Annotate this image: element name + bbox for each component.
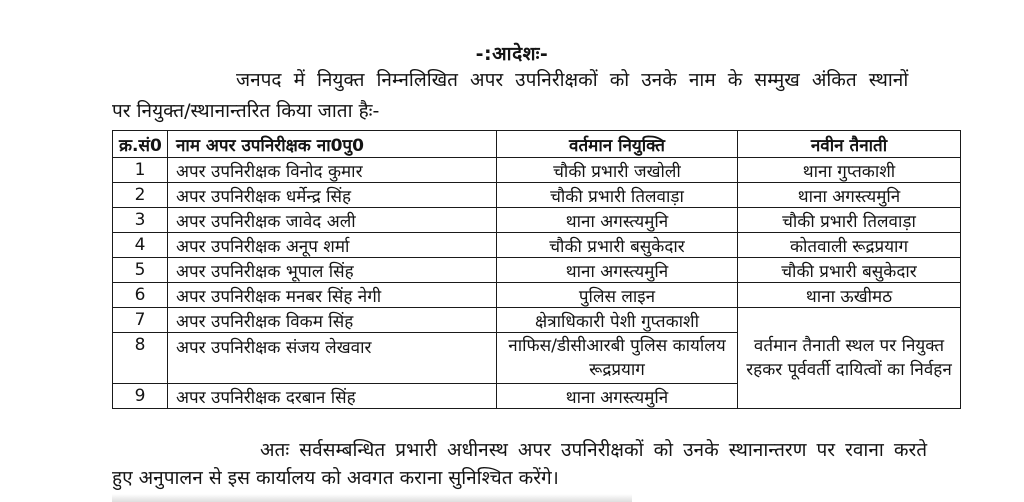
table-row [113, 258, 961, 283]
row-name: अपर उपनिरीक्षक जावेद अली [168, 208, 497, 233]
row-name: अपर उपनिरीक्षक विकम सिंह [168, 308, 497, 333]
table-row [113, 308, 961, 333]
cut-off-text-edge [112, 494, 632, 502]
row-serial: 2 [113, 183, 168, 208]
row-serial: 9 [113, 384, 168, 409]
row-current-posting: पुलिस लाइन [497, 283, 738, 308]
header-serial: क्र.सं0 [113, 131, 168, 158]
row-current-posting: चौकी प्रभारी जखोली [497, 158, 738, 183]
intro-line-1: जनपद में नियुक्त निम्नलिखित अपर उपनिरीक्षकों को उनके नाम के सम्मुख अंकित स्थानों [236, 69, 909, 91]
row-serial: 8 [113, 333, 168, 384]
closing-line-1: अतः सर्वसम्बन्धित प्रभारी अधीनस्थ अपर उपनिरीक्षकों को उनके स्थानान्तरण पर रवाना करते [260, 439, 928, 461]
row-current-posting: थाना अगस्त्यमुनि [497, 208, 738, 233]
row-serial: 4 [113, 233, 168, 258]
row-serial: 3 [113, 208, 168, 233]
row-name: अपर उपनिरीक्षक संजय लेखवार [168, 333, 497, 384]
row-name: अपर उपनिरीक्षक अनूप शर्मा [168, 233, 497, 258]
header-current-posting: वर्तमान नियुक्ति [497, 131, 738, 158]
row-current-posting: क्षेत्राधिकारी पेशी गुप्तकाशी [497, 308, 738, 333]
header-new-posting: नवीन तैनाती [738, 131, 961, 158]
row-new-posting: थाना ऊखीमठ [738, 283, 961, 308]
header-name: नाम अपर उपनिरीक्षक ना0पु0 [168, 131, 497, 158]
row-name: अपर उपनिरीक्षक दरबान सिंह [168, 384, 497, 409]
table-header-row [113, 131, 961, 158]
intro-line-2: पर नियुक्त/स्थानान्तरित किया जाता हैः- [112, 100, 380, 122]
table-row [113, 208, 961, 233]
row-serial: 1 [113, 158, 168, 183]
row-new-posting: थाना गुप्तकाशी [738, 158, 961, 183]
row-new-posting: कोतवाली रूद्रप्रयाग [738, 233, 961, 258]
row-name: अपर उपनिरीक्षक धर्मेन्द्र सिंह [168, 183, 497, 208]
table-row [113, 183, 961, 208]
table-row [113, 283, 961, 308]
row-serial: 5 [113, 258, 168, 283]
table-row [113, 233, 961, 258]
row-new-posting: चौकी प्रभारी बसुकेदार [738, 258, 961, 283]
row-current-posting: थाना अगस्त्यमुनि [497, 258, 738, 283]
row-current-posting: नाफिस/डीसीआरबी पुलिस कार्यालय रूद्रप्रयाग [497, 333, 738, 384]
row-current-posting: चौकी प्रभारी तिलवाड़ा [497, 183, 738, 208]
closing-line-2: हुए अनुपालन से इस कार्यालय को अवगत कराना सुनिश्चित करेंगे। [112, 467, 559, 489]
row-name: अपर उपनिरीक्षक भूपाल सिंह [168, 258, 497, 283]
row-name: अपर उपनिरीक्षक मनबर सिंह नेगी [168, 283, 497, 308]
row-new-posting: थाना अगस्त्यमुनि [738, 183, 961, 208]
row-serial: 7 [113, 308, 168, 333]
row-name: अपर उपनिरीक्षक विनोद कुमार [168, 158, 497, 183]
row-current-posting: थाना अगस्त्यमुनि [497, 384, 738, 409]
order-heading: -:आदेशः- [475, 43, 549, 65]
transfer-table [112, 130, 961, 409]
row-new-posting: चौकी प्रभारी तिलवाड़ा [738, 208, 961, 233]
row-current-posting: चौकी प्रभारी बसुकेदार [497, 233, 738, 258]
table-row [113, 158, 961, 183]
merged-new-posting: वर्तमान तैनाती स्थल पर नियुक्त रहकर पूर्ववर्ती दायित्वों का निर्वहन [738, 308, 961, 409]
row-serial: 6 [113, 283, 168, 308]
